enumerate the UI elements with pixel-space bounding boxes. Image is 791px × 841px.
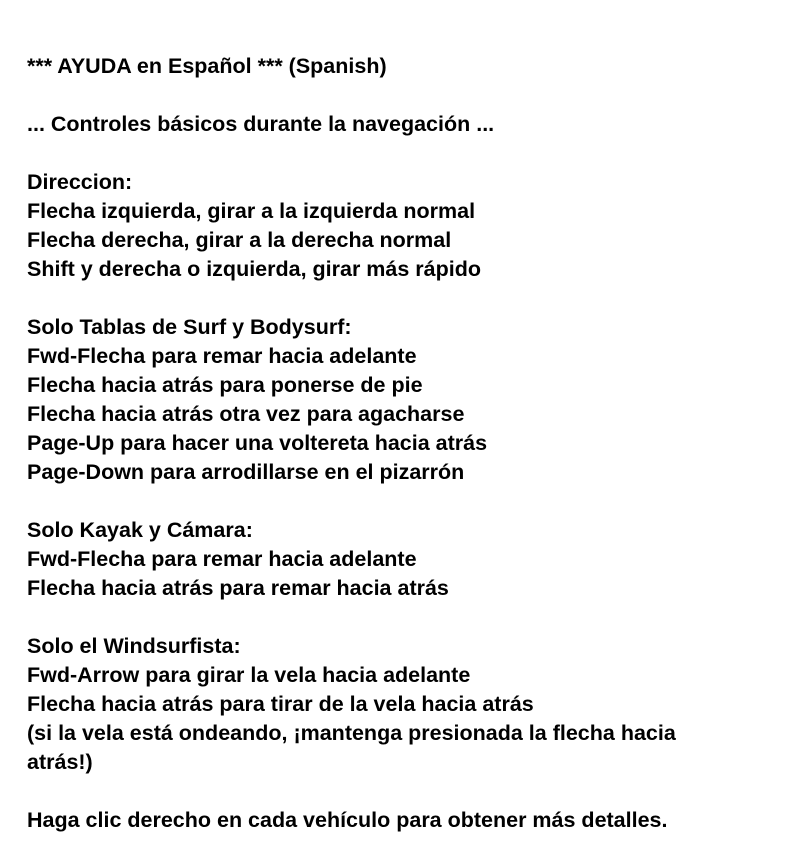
- direction-heading: Direccion:: [27, 170, 133, 194]
- direction-line: Shift y derecha o izquierda, girar más rápido: [27, 257, 482, 281]
- surf-line: Fwd-Flecha para remar hacia adelante: [27, 344, 417, 368]
- help-title: *** AYUDA en Español *** (Spanish): [27, 54, 387, 78]
- footer-note: Haga clic derecho en cada vehículo para obtener más detalles.: [27, 808, 668, 832]
- windsurf-line: Fwd-Arrow para girar la vela hacia adelante: [27, 663, 471, 687]
- surf-line: Page-Down para arrodillarse en el pizarrón: [27, 460, 465, 484]
- windsurf-line: atrás!): [27, 750, 93, 774]
- help-subtitle: ... Controles básicos durante la navegación ...: [27, 112, 495, 136]
- kayak-heading: Solo Kayak y Cámara:: [27, 518, 253, 542]
- direction-line: Flecha derecha, girar a la derecha normal: [27, 228, 452, 252]
- kayak-line: Fwd-Flecha para remar hacia adelante: [27, 547, 417, 571]
- windsurf-line: Flecha hacia atrás para tirar de la vela hacia atrás: [27, 692, 534, 716]
- direction-line: Flecha izquierda, girar a la izquierda normal: [27, 199, 476, 223]
- surf-line: Flecha hacia atrás otra vez para agacharse: [27, 402, 465, 426]
- windsurf-heading: Solo el Windsurfista:: [27, 634, 241, 658]
- surf-heading: Solo Tablas de Surf y Bodysurf:: [27, 315, 352, 339]
- windsurf-line: (si la vela está ondeando, ¡mantenga presionada la flecha hacia: [27, 721, 676, 745]
- surf-line: Flecha hacia atrás para ponerse de pie: [27, 373, 423, 397]
- surf-line: Page-Up para hacer una voltereta hacia atrás: [27, 431, 488, 455]
- kayak-line: Flecha hacia atrás para remar hacia atrás: [27, 576, 449, 600]
